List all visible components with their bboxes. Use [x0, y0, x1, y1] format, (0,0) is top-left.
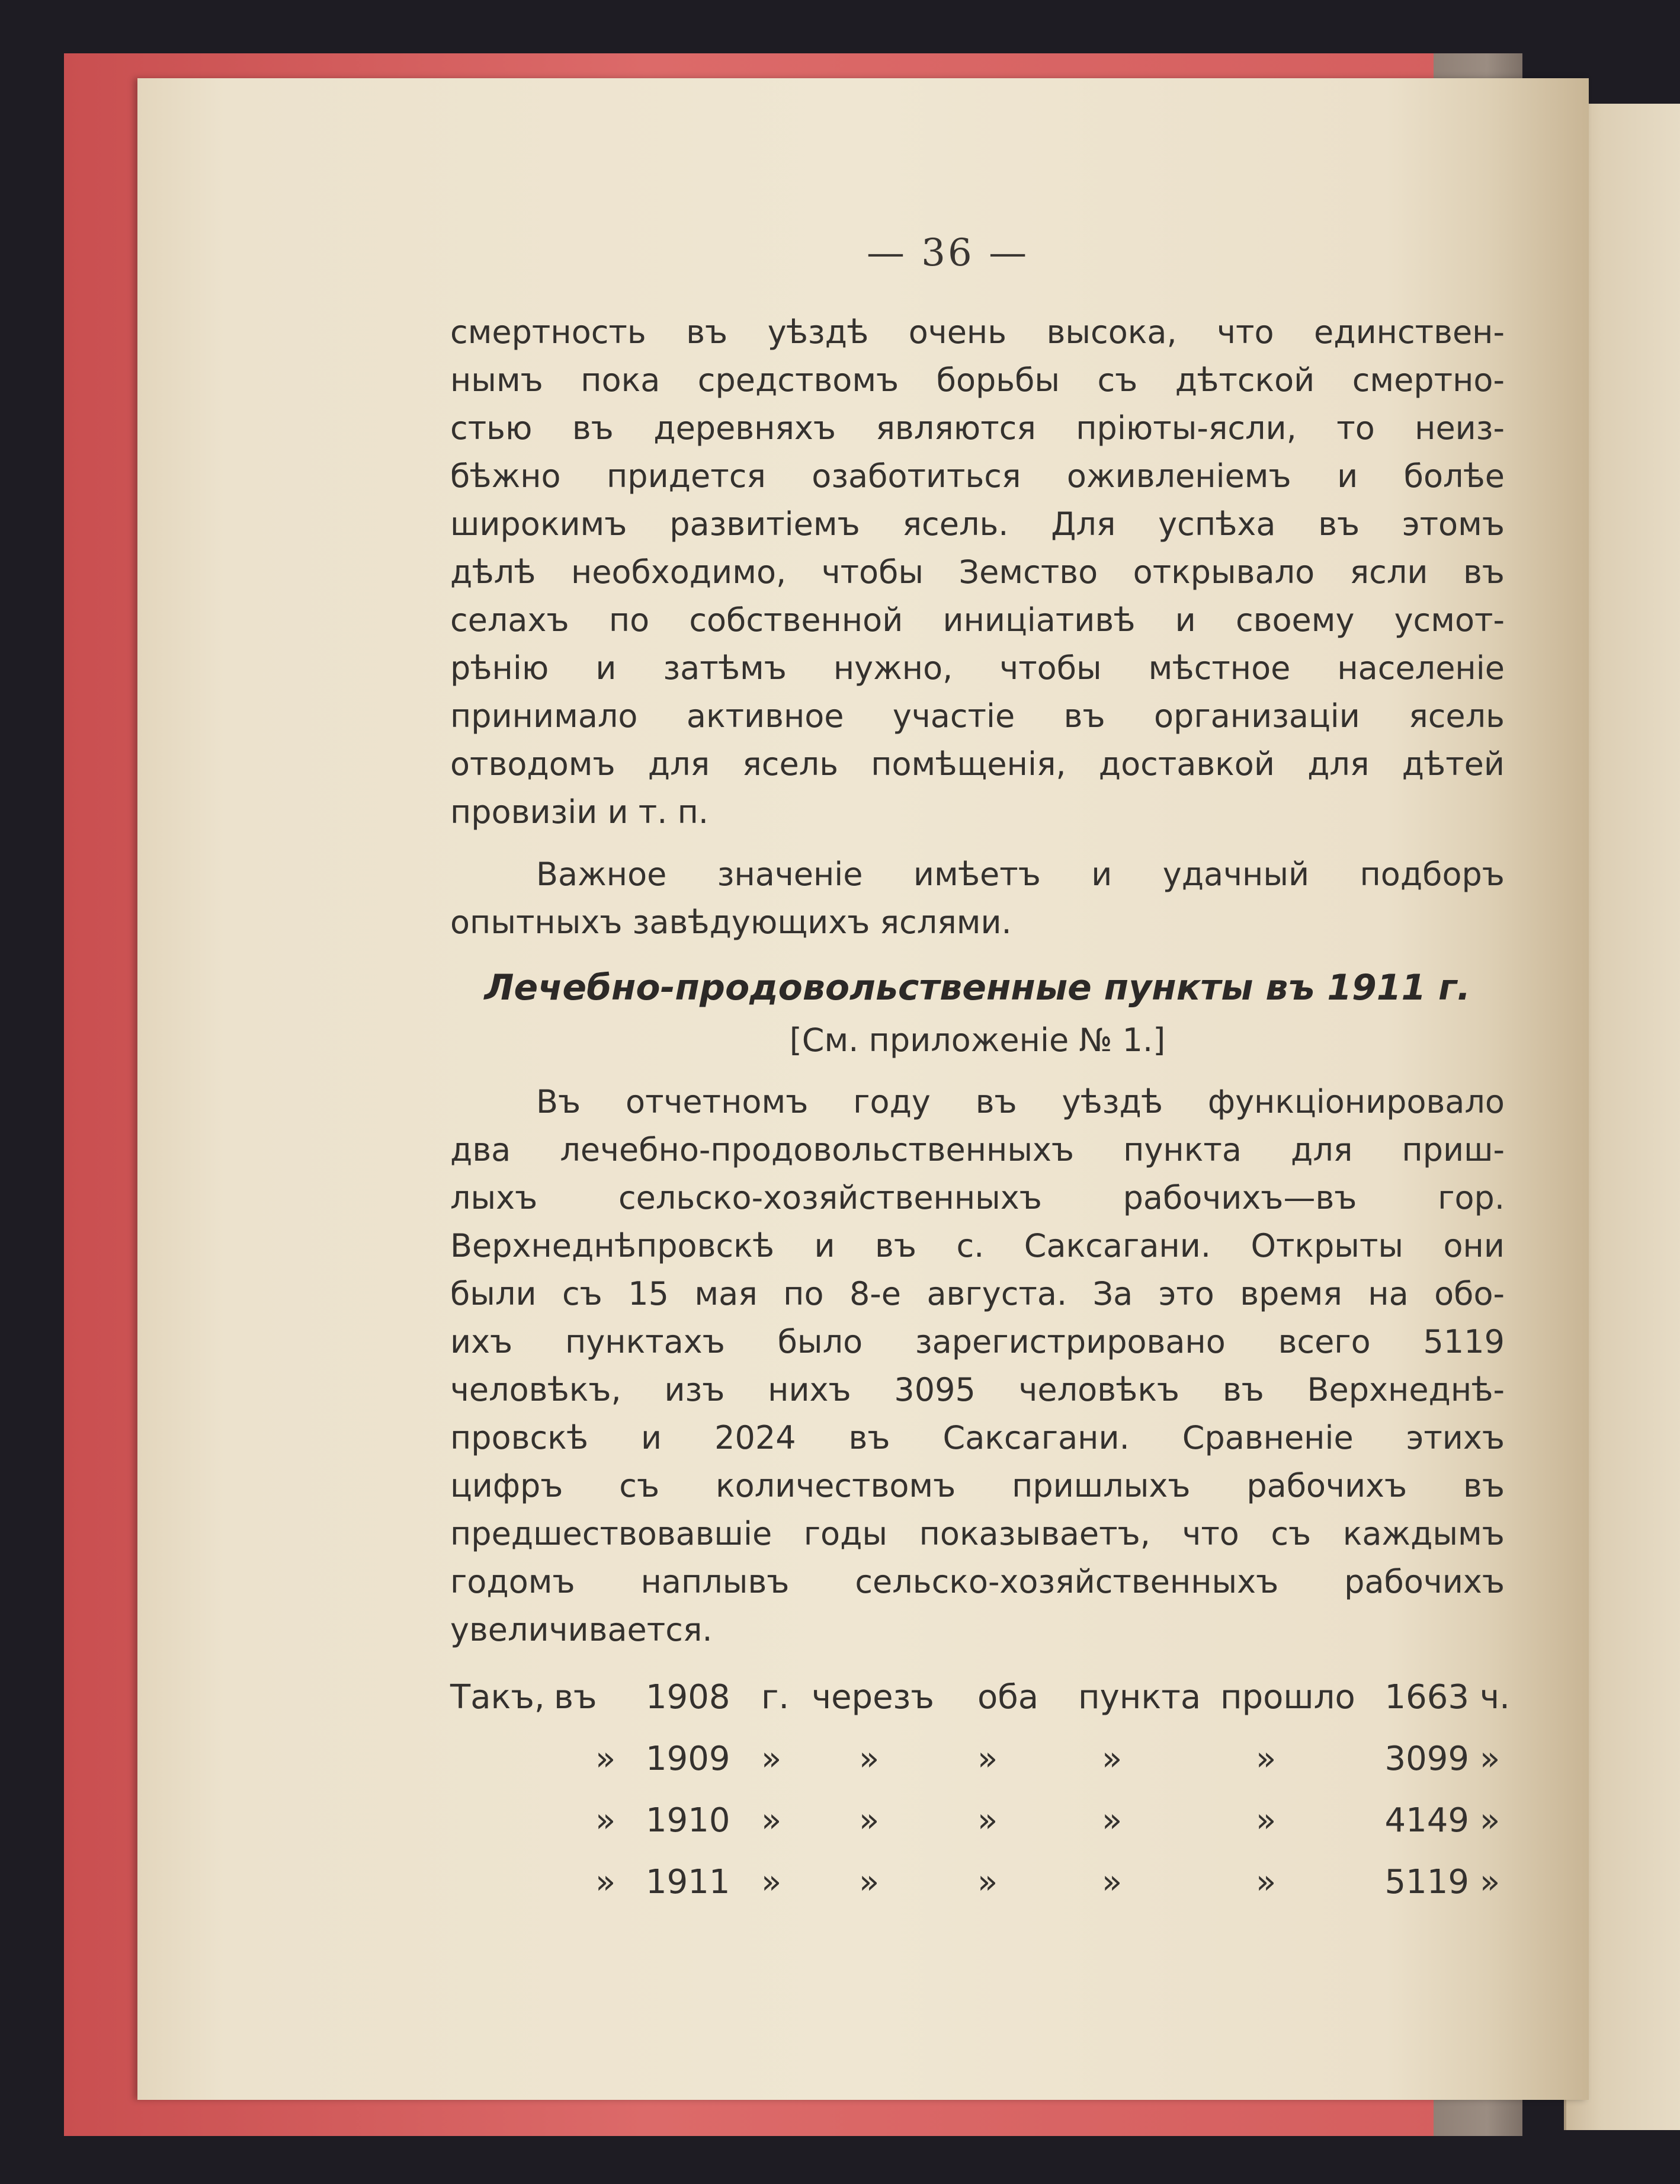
text-line	[450, 1318, 1505, 1366]
word: этомъ	[1402, 505, 1505, 543]
word: Верхнеднѣ-	[1307, 1371, 1505, 1408]
word: съ	[619, 1467, 660, 1504]
word: высока,	[1046, 313, 1177, 351]
word: цифръ	[450, 1467, 563, 1504]
word: очень	[908, 313, 1007, 351]
word: широкимъ	[450, 505, 627, 543]
word: деревняхъ	[653, 409, 836, 447]
page-number: — 36 —	[866, 231, 1030, 275]
text-line-last: опытныхъ завѣдующихъ яслями.	[450, 904, 1012, 941]
word: гор.	[1438, 1179, 1505, 1216]
word: были	[450, 1275, 537, 1312]
table-cell-count: 3099	[1384, 1740, 1469, 1778]
table-cell: »	[1256, 1863, 1277, 1901]
word: единствен-	[1314, 313, 1505, 351]
word: это	[1158, 1275, 1214, 1312]
page-body	[450, 308, 1510, 1913]
table-cell: пункта	[1078, 1678, 1201, 1717]
table-cell: »	[1480, 1863, 1501, 1901]
text-line	[450, 692, 1505, 740]
word: наплывъ	[640, 1563, 790, 1600]
word: нужно,	[833, 649, 953, 687]
word: въ	[848, 1419, 890, 1456]
word: Для	[1051, 505, 1116, 543]
table-cell: »	[595, 1740, 616, 1778]
word: имѣетъ	[913, 856, 1041, 893]
word: въ	[1463, 553, 1505, 591]
word: приш-	[1402, 1131, 1505, 1168]
word: они	[1443, 1227, 1505, 1264]
word: годы	[803, 1515, 888, 1552]
word: Земство	[958, 553, 1098, 591]
text-line	[450, 452, 1505, 500]
table-cell: »	[761, 1863, 782, 1901]
word: удачный	[1162, 856, 1310, 893]
table-cell: »	[595, 1801, 616, 1840]
word: году	[853, 1083, 931, 1120]
word: и	[641, 1419, 662, 1456]
word: и	[595, 649, 617, 687]
word: сельско-хозяйственныхъ	[618, 1179, 1042, 1216]
word: съ	[562, 1275, 602, 1312]
table-cell: »	[859, 1740, 880, 1778]
table-cell: »	[761, 1740, 782, 1778]
text-line	[450, 500, 1505, 548]
word: въ	[686, 313, 728, 351]
word: пункта	[1123, 1131, 1242, 1168]
word: и	[814, 1227, 835, 1264]
word: мѣстное	[1148, 649, 1291, 687]
word: оживленіемъ	[1066, 457, 1291, 495]
table-cell: »	[977, 1863, 998, 1901]
text-line	[450, 850, 1505, 898]
text-line	[450, 1270, 1505, 1318]
table-cell-count: 4149	[1384, 1801, 1469, 1840]
word: то	[1336, 409, 1375, 447]
text-line	[450, 1174, 1505, 1222]
word: озаботиться	[812, 457, 1021, 495]
table-cell: »	[1480, 1740, 1501, 1778]
table-cell: »	[977, 1740, 998, 1778]
text-line	[450, 356, 1505, 404]
text-line	[450, 1366, 1505, 1414]
paragraph-managers	[450, 850, 1505, 946]
word: что	[1182, 1515, 1239, 1552]
word: рѣнію	[450, 649, 549, 687]
word: необходимо,	[570, 553, 787, 591]
word: въ	[1318, 505, 1360, 543]
table-row-lead: Такъ,	[450, 1678, 545, 1717]
word: уѣздѣ	[1062, 1083, 1163, 1120]
text-line-last: провизіи и т. п.	[450, 793, 709, 831]
word: 3095	[894, 1371, 976, 1408]
table-cell: »	[859, 1801, 880, 1840]
word: въ	[1063, 697, 1105, 735]
text-line	[450, 1414, 1505, 1462]
word: чтобы	[999, 649, 1102, 687]
text-line	[450, 308, 1505, 356]
word: въ	[572, 409, 614, 447]
text-line	[450, 548, 1505, 596]
word: подборъ	[1360, 856, 1505, 893]
word: дѣтей	[1402, 745, 1505, 783]
word: своему	[1235, 601, 1355, 639]
table-cell: »	[1256, 1801, 1277, 1840]
word: с.	[956, 1227, 985, 1264]
table-cell-unit: ч.	[1480, 1678, 1510, 1717]
word: Сравненіе	[1182, 1419, 1354, 1456]
word: человѣкъ	[1018, 1371, 1180, 1408]
text-line-last: увеличивается.	[450, 1611, 713, 1648]
word: каждымъ	[1342, 1515, 1505, 1552]
text-line	[450, 1510, 1505, 1558]
word: рабочихъ—въ	[1123, 1179, 1357, 1216]
word: Саксагани.	[1024, 1227, 1211, 1264]
word: изъ	[664, 1371, 725, 1408]
table-row	[450, 1852, 1505, 1913]
table-cell: »	[1102, 1801, 1123, 1840]
workers-table	[450, 1667, 1510, 1913]
word: для	[647, 745, 710, 783]
word: пока	[581, 361, 661, 399]
word: нымъ	[450, 361, 543, 399]
word: развитіемъ	[669, 505, 860, 543]
word: лыхъ	[450, 1179, 538, 1216]
word: борьбы	[936, 361, 1060, 399]
word: дѣлѣ	[450, 553, 536, 591]
table-cell-year: 1911	[646, 1863, 730, 1901]
table-cell-year: 1910	[646, 1801, 730, 1840]
word: Открыты	[1251, 1227, 1404, 1264]
word: мая	[694, 1275, 758, 1312]
word: собственной	[689, 601, 903, 639]
word: стью	[450, 409, 533, 447]
table-cell: »	[1256, 1740, 1277, 1778]
table-cell-year: 1908	[646, 1678, 730, 1717]
word: пришлыхъ	[1012, 1467, 1191, 1504]
word: что	[1217, 313, 1274, 351]
paragraph-food-points	[450, 1078, 1505, 1654]
word: по	[608, 601, 650, 639]
table-row	[450, 1728, 1505, 1790]
word: средствомъ	[697, 361, 899, 399]
word: два	[450, 1131, 511, 1168]
word: селахъ	[450, 601, 569, 639]
section-heading: Лечебно-продовольственные пункты въ 1911 г.	[484, 967, 1471, 1008]
word: этихъ	[1406, 1419, 1505, 1456]
word: пунктахъ	[565, 1323, 725, 1360]
word: уѣздѣ	[767, 313, 869, 351]
word: провскѣ	[450, 1419, 589, 1456]
word: помѣщенія,	[871, 745, 1066, 783]
word: отчетномъ	[626, 1083, 809, 1120]
table-cell-year: 1909	[646, 1740, 730, 1778]
table-cell-count: 5119	[1384, 1863, 1469, 1901]
table-row	[450, 1667, 1510, 1728]
table-cell: прошло	[1220, 1678, 1355, 1717]
word: смертно-	[1352, 361, 1505, 399]
word: и	[1337, 457, 1358, 495]
table-cell: оба	[977, 1678, 1039, 1717]
word: количествомъ	[715, 1467, 956, 1504]
word: рабочихъ	[1246, 1467, 1408, 1504]
text-line	[450, 1126, 1505, 1174]
word: предшествовавшіе	[450, 1515, 772, 1552]
word: являются	[876, 409, 1036, 447]
word: ясель	[742, 745, 839, 783]
table-cell: »	[1480, 1801, 1501, 1840]
word: дѣтской	[1175, 361, 1315, 399]
table-cell: »	[1102, 1863, 1123, 1901]
table-cell: »	[761, 1801, 782, 1840]
word: на	[1368, 1275, 1409, 1312]
word: для	[1307, 745, 1370, 783]
word: 2024	[714, 1419, 796, 1456]
word: значеніе	[717, 856, 863, 893]
word: Верхнеднѣпровскѣ	[450, 1227, 774, 1264]
word: въ	[1463, 1467, 1505, 1504]
word: иниціативѣ	[942, 601, 1136, 639]
word: доставкой	[1098, 745, 1275, 783]
table-cell: черезъ	[812, 1678, 934, 1717]
word: участіе	[892, 697, 1015, 735]
word: съ	[1271, 1515, 1312, 1552]
word: для	[1290, 1131, 1353, 1168]
table-row	[450, 1790, 1505, 1852]
word: 15	[628, 1275, 669, 1312]
word: зарегистрировано	[915, 1323, 1226, 1360]
word: населеніе	[1337, 649, 1505, 687]
word: съ	[1097, 361, 1138, 399]
word: ясель.	[902, 505, 1009, 543]
word: Важное	[536, 856, 667, 893]
word: болѣе	[1403, 457, 1505, 495]
word: въ	[875, 1227, 916, 1264]
word: по	[783, 1275, 824, 1312]
word: человѣкъ,	[450, 1371, 621, 1408]
word: За	[1092, 1275, 1133, 1312]
text-line	[450, 644, 1505, 692]
word: усмот-	[1394, 601, 1505, 639]
table-cell: въ	[554, 1678, 597, 1717]
word: время	[1240, 1275, 1342, 1312]
word: было	[777, 1323, 863, 1360]
word: открывало	[1133, 553, 1315, 591]
word: въ	[1222, 1371, 1264, 1408]
text-line	[450, 740, 1505, 788]
word: и	[1091, 856, 1112, 893]
word: годомъ	[450, 1563, 575, 1600]
word: и	[1175, 601, 1196, 639]
word: функціонировало	[1207, 1083, 1505, 1120]
word: активное	[686, 697, 844, 735]
word: смертность	[450, 313, 646, 351]
table-cell-count: 1663	[1384, 1678, 1469, 1717]
word: сельско-хозяйственныхъ	[855, 1563, 1279, 1600]
paragraph-infant-mortality	[450, 308, 1505, 836]
word: организаціи	[1154, 697, 1360, 735]
word: ясли	[1349, 553, 1428, 591]
word: бѣжно	[450, 457, 561, 495]
word: успѣха	[1158, 505, 1276, 543]
word: Въ	[536, 1083, 581, 1120]
text-line	[450, 1462, 1505, 1510]
word: принимало	[450, 697, 638, 735]
word: пріюты-ясли,	[1076, 409, 1297, 447]
word: неиз-	[1415, 409, 1505, 447]
word: обо-	[1434, 1275, 1505, 1312]
table-cell: »	[859, 1863, 880, 1901]
word: отводомъ	[450, 745, 615, 783]
word: въ	[975, 1083, 1017, 1120]
word: ихъ	[450, 1323, 513, 1360]
word: рабочихъ	[1344, 1563, 1505, 1600]
word: Саксагани.	[942, 1419, 1130, 1456]
word: августа.	[926, 1275, 1067, 1312]
word: чтобы	[821, 553, 924, 591]
text-line	[450, 1222, 1505, 1270]
section-subheading: [См. приложеніе № 1.]	[789, 1021, 1166, 1059]
table-cell: »	[1102, 1740, 1123, 1778]
word: нихъ	[768, 1371, 851, 1408]
word: затѣмъ	[663, 649, 787, 687]
text-line	[450, 1078, 1505, 1126]
word: показываетъ,	[919, 1515, 1150, 1552]
word: придется	[607, 457, 766, 495]
word: 5119	[1423, 1323, 1505, 1360]
table-cell: г.	[761, 1678, 790, 1717]
text-line	[450, 1558, 1505, 1606]
word: 8-е	[849, 1275, 902, 1312]
word: всего	[1278, 1323, 1371, 1360]
table-cell: »	[595, 1863, 616, 1901]
text-line	[450, 596, 1505, 644]
word: ясель	[1409, 697, 1505, 735]
table-cell: »	[977, 1801, 998, 1840]
word: лечебно-продовольственныхъ	[560, 1131, 1075, 1168]
text-line	[450, 404, 1505, 452]
